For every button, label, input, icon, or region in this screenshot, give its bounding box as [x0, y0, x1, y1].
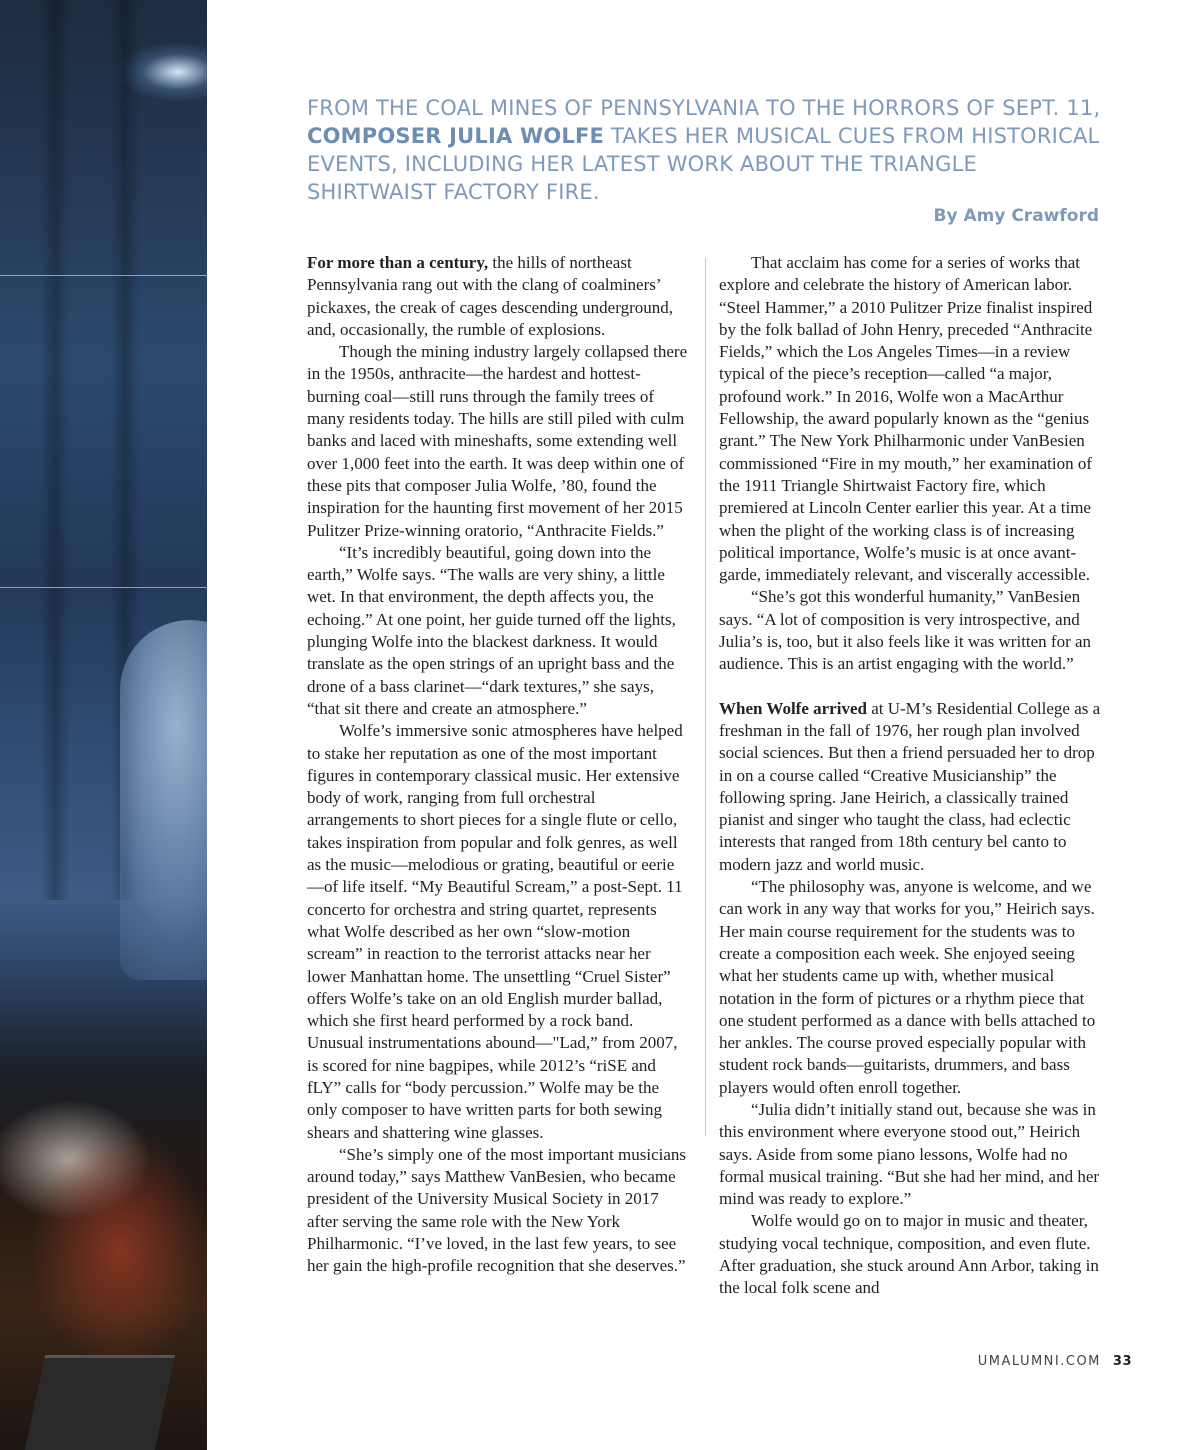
paragraph: “The philosophy was, anyone is welcome, and we can work in any way that works for you,” Heirich says. Her main course requirement for the students was to create a composition each week. She enjoyed seeing what her students came up with, whether musical notation in the form of pictures or a rhythm piece that one student performed as a dance with bells attached to her ankles. The course proved especially popular with student rock bands—guitarists, drummers, and bass players would often enroll together. — [719, 877, 1096, 1097]
lead-in: For more than a century, — [307, 253, 489, 272]
paragraph: “She’s got this wonderful humanity,” VanBesien says. “A lot of composition is very introspective, and Julia’s is, too, but it also feels like it was written for an audience. This is an artist engaging with the world.” — [719, 587, 1092, 674]
paragraph — [307, 252, 689, 341]
page-number: 33 — [1112, 1354, 1132, 1369]
paragraph-text: at U-M’s Residential College as a freshman in the fall of 1976, her rough plan involved social sciences. But then a friend persuaded her to drop in on a course called “Creative Musicianship” the following spring. Jane Heirich, a classically trained pianist and singer who taught the class, had eclectic interests that ranged from 18th century bel canto to modern jazz and world music. — [719, 698, 1101, 874]
paragraph: That acclaim has come for a series of works that explore and celebrate the history of American labor. “Steel Hammer,” a 2010 Pulitzer Prize finalist inspired by the folk ballad of John Henry, preceded “Anthracite Fields,” which the Los Angeles Times—in a review typical of the piece’s reception—called “a major, profound work.” In 2016, Wolfe won a MacArthur Fellowship, the award popularly known as the “genius grant.” The New York Philharmonic under VanBesien commissioned “Fire in my mouth,” her examination of the 1911 Triangle Shirtwaist Factory fire, which premiered at Lincoln Center earlier this year. At a time when the plight of the working class is of increasing political importance, Wolfe’s music is at once avant-garde, immediately relevant, and viscerally accessible. — [719, 253, 1093, 585]
deck-highlight: COMPOSER JULIA WOLFE — [307, 124, 605, 148]
paragraph: “It’s incredibly beautiful, going down into the earth,” Wolfe says. “The walls are very shiny, a little wet. In that environment, the depth affects you, the echoing.” At one point, her guide turned off the lights, plunging Wolfe into the blackest darkness. It would translate as the open strings of an upright bass and the drone of a bass clarinet—“dark textures,” she says, “that sit there and create an atmosphere.” — [307, 542, 676, 718]
article-column-right — [719, 252, 1104, 1300]
byline: By Amy Crawford — [933, 206, 1099, 226]
paragraph: Though the mining industry largely collapsed there in the 1950s, anthracite—the hardest and hottest-burning coal—still runs through the family trees of many residents today. The hills are still piled with culm banks and laced with mineshafts, some extending well over 1,000 feet into the earth. It was deep within one of these pits that composer Julia Wolfe, ’80, found the inspiration for the haunting first movement of her 2015 Pulitzer Prize-winning oratorio, “Anthracite Fields.” — [307, 342, 688, 540]
paragraph: “She’s simply one of the most important musicians around today,” says Matthew VanBesien, who became president of the University Musical Society in 2017 after serving the same role with the New York Philharmonic. “I’ve loved, in the last few years, to see her gain the high-profile recognition that she deserves.” — [307, 1144, 687, 1276]
paragraph-text: the hills of northeast Pennsylvania rang out with the clang of coalminers’ pickaxes, the creak of cages descending underground, and, occasionally, the rumble of explosions. — [307, 253, 673, 339]
page-footer — [978, 1354, 1132, 1369]
concert-photo — [0, 0, 207, 1450]
column-divider — [705, 258, 706, 1136]
deck-text-rest: TAKES HER MUSICAL CUES FROM HISTORICAL EVENTS, INCLUDING HER LATEST WORK ABOUT THE TRIANGLE SHIRTWAIST FACTORY FIRE. — [307, 124, 1100, 204]
paragraph — [719, 698, 1104, 876]
footer-site: UMALUMNI.COM — [977, 1354, 1101, 1369]
paragraph: Wolfe’s immersive sonic atmospheres have helped to stake her reputation as one of the most important figures in contemporary classical music. Her extensive body of work, ranging from full orchestral arrangements to short pieces for a single flute or cello, takes inspiration from popular and folk genres, as well as the music—melodious or grating, beautiful or eerie—of life itself. “My Beautiful Scream,” a post-Sept. 11 concerto for orchestra and string quartet, represents what Wolfe described as her own “slow-motion scream” in reaction to the terrorist attacks near her lower Manhattan home. The unsettling “Cruel Sister” offers Wolfe’s take on an old English murder ballad, which she first heard performed by a rock band. Unusual instrumentations abound—"Lad,” from 2007, is scored for nine bagpipes, while 2012’s “riSE and fLY” calls for “body percussion.” Wolfe may be the only composer to have written parts for both sewing shears and shattering wine glasses. — [307, 721, 683, 1142]
stage-speaker — [25, 1355, 175, 1450]
projected-figure — [120, 620, 207, 980]
photo-divider-line — [0, 587, 207, 588]
photo-divider-line — [0, 275, 207, 276]
curtain-fold — [40, 0, 70, 900]
paragraph: “Julia didn’t initially stand out, because she was in this environment where everyone stood out,” Heirich says. Aside from some piano lessons, Wolfe had no formal musical training. “But she had her mind, and her mind was ready to explore.” — [719, 1099, 1100, 1209]
lead-in: When Wolfe arrived — [719, 698, 867, 718]
deck-text-intro: FROM THE COAL MINES OF PENNSYLVANIA TO THE HORRORS OF SEPT. 11, — [307, 96, 1101, 120]
paragraph: Wolfe would go on to major in music and theater, studying vocal technique, composition, and even flute. After graduation, she stuck around Ann Arbor, taking in the local folk scene and — [719, 1211, 1099, 1298]
article-deck — [307, 94, 1107, 206]
article-column-left — [307, 252, 689, 1278]
